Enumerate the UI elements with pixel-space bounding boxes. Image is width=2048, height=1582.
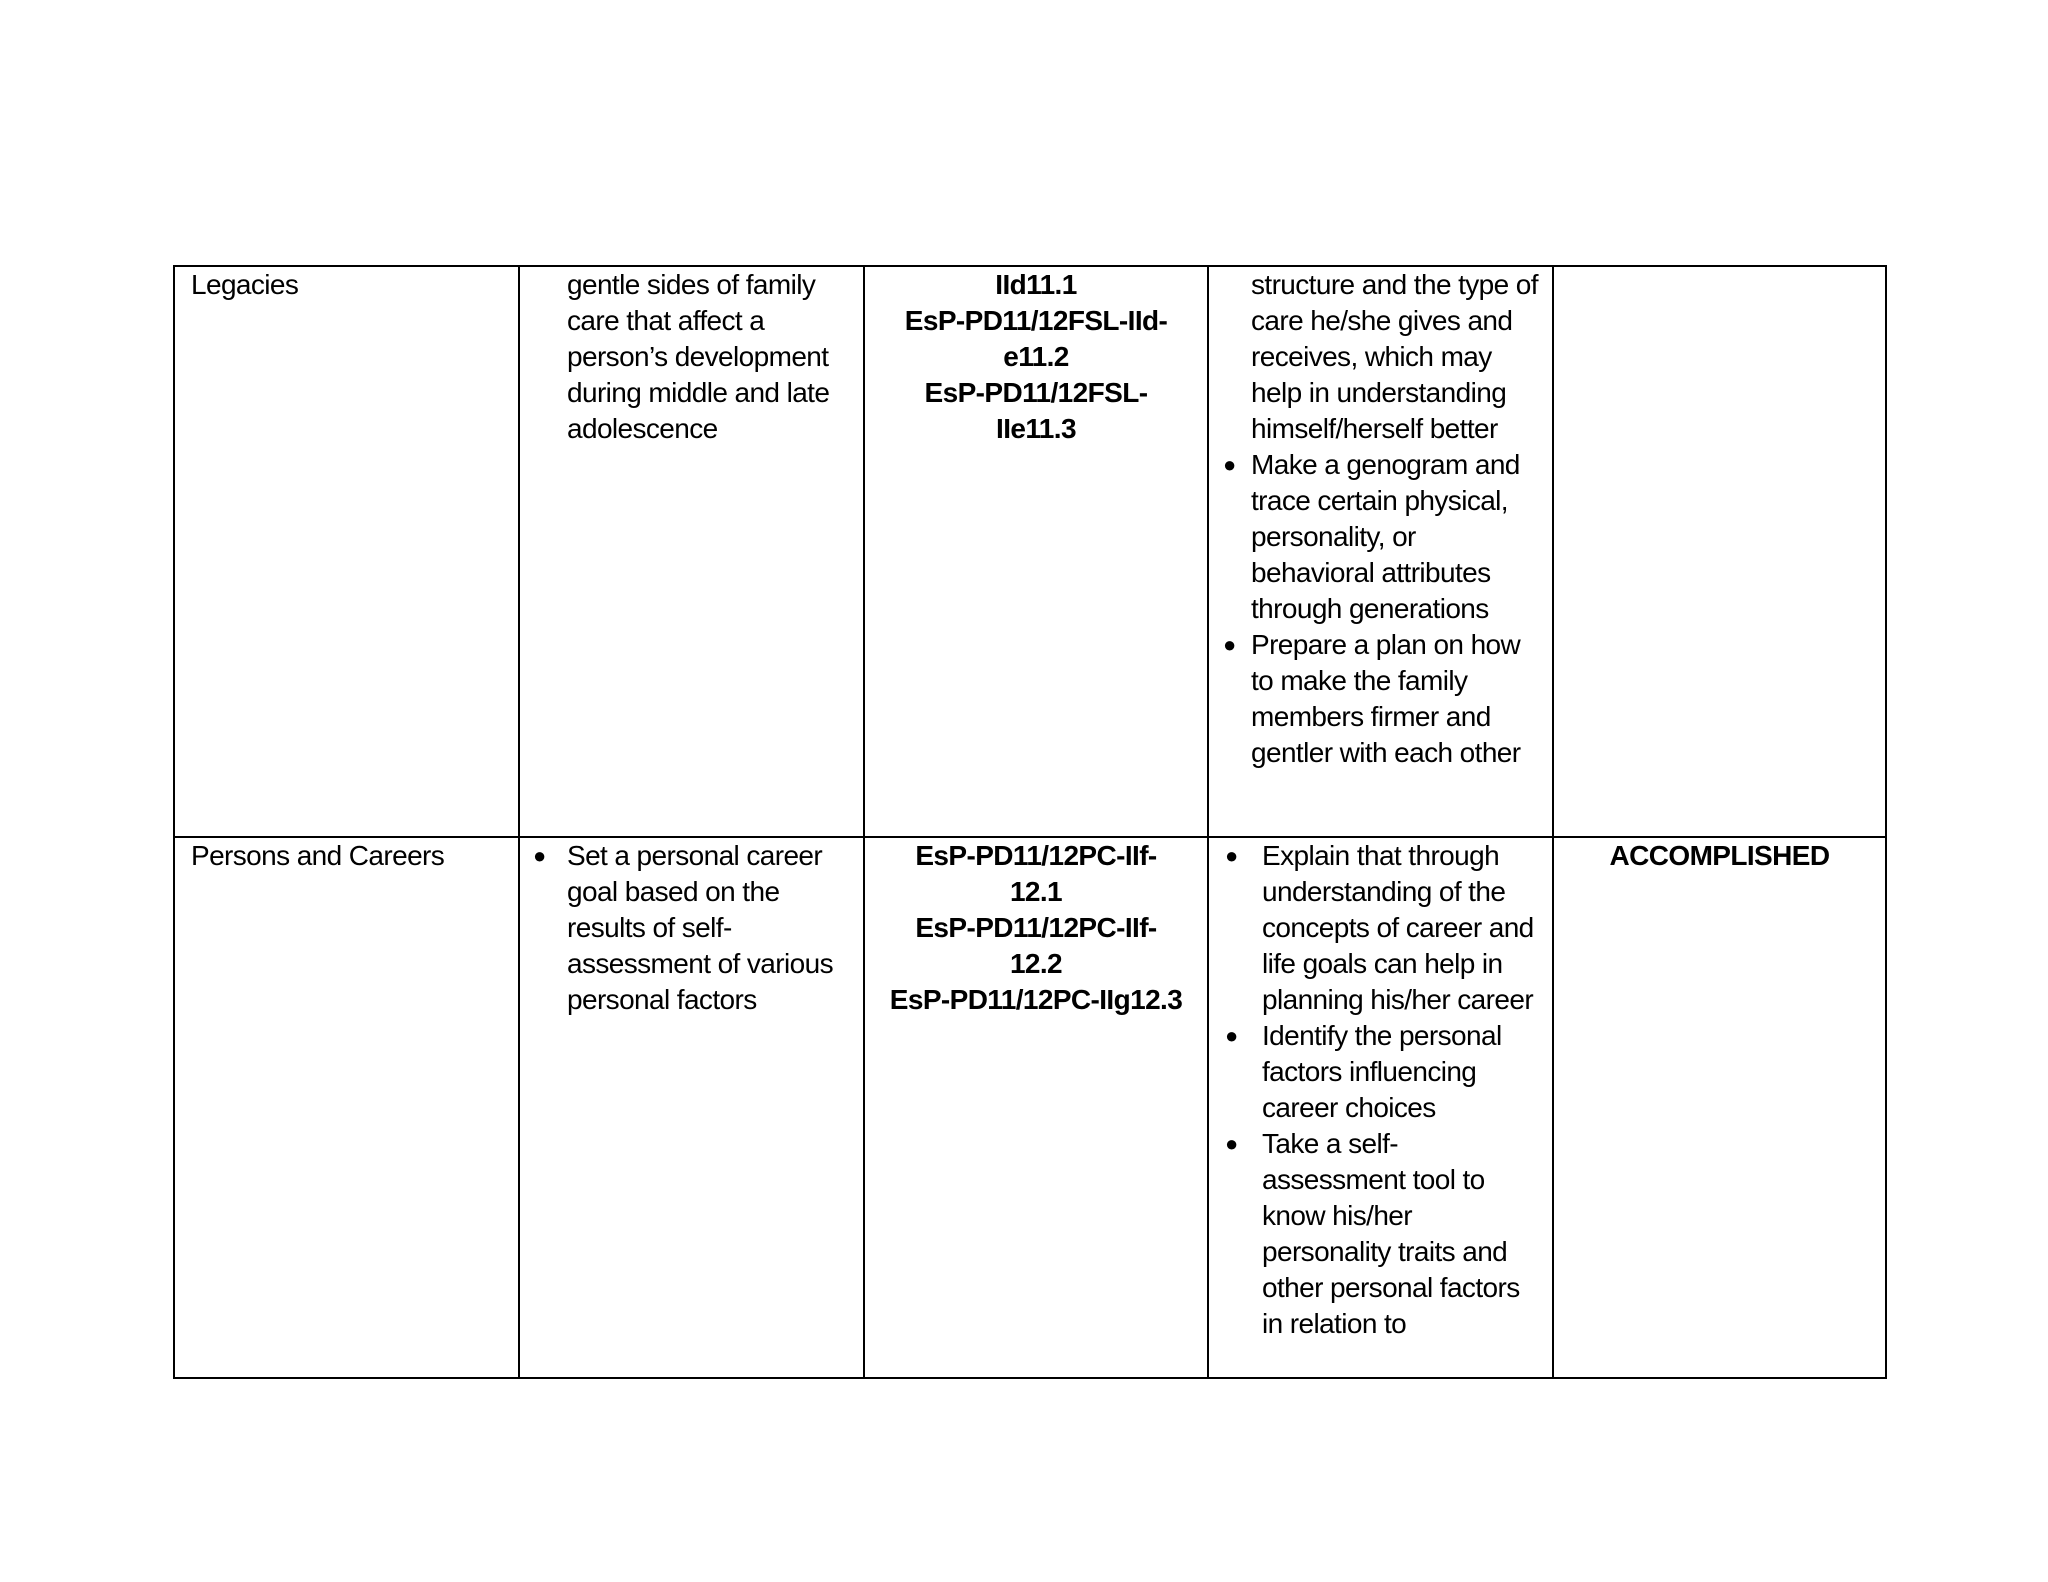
status-text: ACCOMPLISHED xyxy=(1609,840,1830,871)
code-line: EsP-PD11/12PC-IIf- xyxy=(915,840,1157,871)
competency-cell xyxy=(519,837,864,1378)
list-item xyxy=(1225,838,1540,1018)
code-line: EsP-PD11/12PC-IIg12.3 xyxy=(889,984,1183,1015)
bullet-icon: ● xyxy=(533,843,546,868)
activities-cell xyxy=(1208,266,1553,837)
activity-text: Explain that through understanding of the concepts of career and life goals can help in planning his/her career xyxy=(1262,840,1534,1015)
topic-cell xyxy=(174,837,519,1378)
activity-text: Identify the personal factors influencing career choices xyxy=(1262,1020,1502,1123)
bullet-icon: ● xyxy=(1225,843,1238,868)
table-row xyxy=(174,266,1886,837)
status-cell xyxy=(1553,266,1886,837)
code-line: 12.2 xyxy=(1009,948,1063,979)
status-cell xyxy=(1553,837,1886,1378)
competency-text: gentle sides of family care that affect a person’s development during middle and late adolescence xyxy=(567,269,830,444)
bullet-icon: ● xyxy=(1223,632,1236,657)
code-line: EsP-PD11/12FSL-IId- xyxy=(904,305,1168,336)
topic-text: Persons and Careers xyxy=(191,840,445,871)
code-line: EsP-PD11/12FSL- xyxy=(924,377,1148,408)
code-line: 12.1 xyxy=(1009,876,1063,907)
list-item xyxy=(1223,447,1540,627)
bullet-icon: ● xyxy=(1223,452,1236,477)
activity-text: Take a self-assessment tool to know his/her personality traits and other personal factors in relation to xyxy=(1262,1128,1520,1339)
competency-list xyxy=(533,838,851,1018)
list-item xyxy=(533,838,851,1018)
list-item xyxy=(1223,627,1540,771)
bullet-icon: ● xyxy=(1225,1023,1238,1048)
curriculum-table xyxy=(173,265,1887,1379)
code-cell xyxy=(864,837,1208,1378)
list-item xyxy=(1225,1126,1540,1342)
activities-cell xyxy=(1208,837,1553,1378)
activity-list xyxy=(1223,447,1540,771)
competency-text: Set a personal career goal based on the results of self-assessment of various personal factors xyxy=(567,840,833,1015)
bullet-icon: ● xyxy=(1225,1131,1238,1156)
code-line: e11.2 xyxy=(1003,341,1069,372)
activity-text: Make a genogram and trace certain physical, personality, or behavioral attributes through generations xyxy=(1251,449,1520,624)
code-cell xyxy=(864,266,1208,837)
competency-cell xyxy=(519,266,864,837)
topic-text: Legacies xyxy=(191,269,299,300)
list-item xyxy=(1225,1018,1540,1126)
code-line: IId11.1 xyxy=(995,269,1077,300)
activity-continuation: structure and the type of care he/she gives and receives, which may help in understanding himself/herself better xyxy=(1251,269,1538,444)
topic-cell xyxy=(174,266,519,837)
activity-list xyxy=(1225,838,1540,1342)
activity-text: Prepare a plan on how to make the family members firmer and gentler with each other xyxy=(1251,629,1521,768)
table-row xyxy=(174,837,1886,1378)
code-line: EsP-PD11/12PC-IIf- xyxy=(915,912,1157,943)
code-line: IIe11.3 xyxy=(996,413,1076,444)
